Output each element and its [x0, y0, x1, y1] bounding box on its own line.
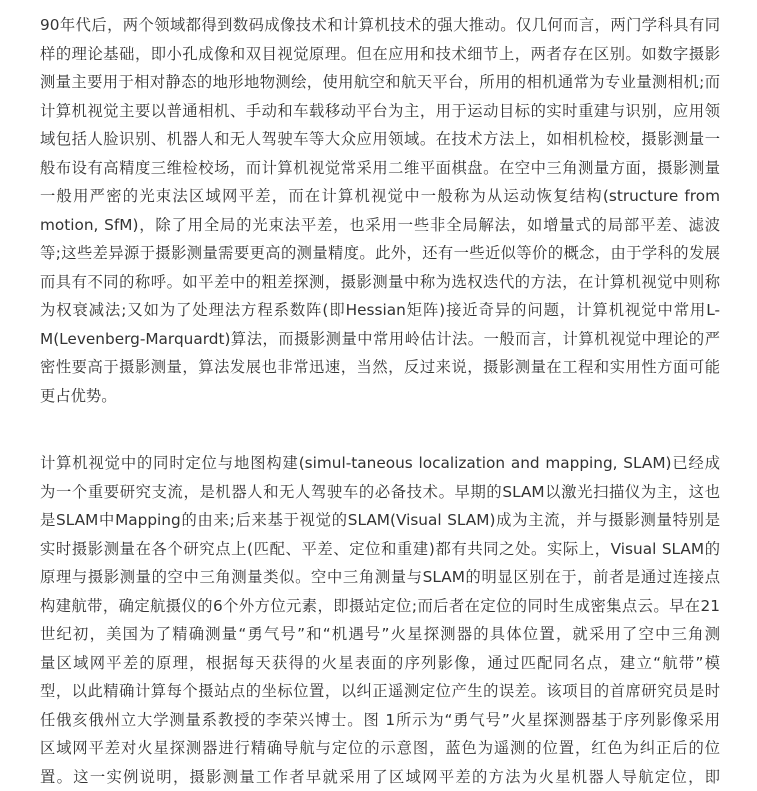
text-line: 区域网平差对火星探测器进行精确导航与定位的示意图，蓝色为遥测的位置，红色为纠正后的位: [40, 734, 720, 763]
text-line: motion, SfM)，除了用全局的光束法平差，也采用一些非全局解法，如增量式的局部平差、滤波: [40, 211, 720, 240]
text-line: 样的理论基础，即小孔成像和双目视觉原理。但在应用和技术细节上，两者存在区别。如数字摄影: [40, 40, 720, 69]
text-line: 测量主要用于相对静态的地形地物测绘，使用航空和航天平台，所用的相机通常为专业量测相机;而: [40, 68, 720, 97]
text-line: 量区域网平差的原理，根据每天获得的火星表面的序列影像，通过匹配同名点，建立“航带”模: [40, 649, 720, 678]
text-line: 计算机视觉中的同时定位与地图构建(simul-taneous localization and mapping, SLAM)已经成: [40, 449, 720, 478]
article-body: [40, 11, 720, 791]
text-line: 型，以此精确计算每个摄站点的坐标位置，以纠正遥测定位产生的误差。该项目的首席研究员是时: [40, 677, 720, 706]
text-line: 构建航带，确定航摄仪的6个外方位元素，即摄站定位;而后者在定位的同时生成密集点云。早在21: [40, 592, 720, 621]
text-line: 90年代后，两个领域都得到数码成像技术和计算机技术的强大推动。仅几何而言，两门学科具有同: [40, 11, 720, 40]
paragraph-2: [40, 449, 720, 791]
paragraph-1: [40, 11, 720, 410]
text-line: 是SLAM中Mapping的由来;后来基于视觉的SLAM(Visual SLAM)成为主流，并与摄影测量特别是: [40, 506, 720, 535]
text-line: 实时摄影测量在各个研究点上(匹配、平差、定位和重建)都有共同之处。实际上，Visual SLAM的: [40, 535, 720, 564]
text-line: M(Levenberg-Marquardt)算法，而摄影测量中常用岭估计法。一般而言，计算机视觉中理论的严: [40, 325, 720, 354]
text-line: 一般用严密的光束法区域网平差，而在计算机视觉中一般称为从运动恢复结构(structure from: [40, 182, 720, 211]
text-line: 而具有不同的称呼。如平差中的粗差探测，摄影测量中称为选权迭代的方法，在计算机视觉中则称: [40, 268, 720, 297]
paragraph-gap: [40, 410, 720, 449]
text-line: 密性要高于摄影测量，算法发展也非常迅速，当然，反过来说，摄影测量在工程和实用性方面可能: [40, 353, 720, 382]
text-line: 任俄亥俄州立大学测量系教授的李荣兴博士。图 1所示为“勇气号”火星探测器基于序列影像采用: [40, 706, 720, 735]
text-line: 域包括人脸识别、机器人和无人驾驶车等大众应用领域。在技术方法上，如相机检校，摄影测量一: [40, 125, 720, 154]
text-line: 世纪初，美国为了精确测量“勇气号”和“机遇号”火星探测器的具体位置，就采用了空中三角测: [40, 620, 720, 649]
text-line: 般布设有高精度三维检校场，而计算机视觉常采用二维平面棋盘。在空中三角测量方面，摄影测量: [40, 154, 720, 183]
text-line: 置。这一实例说明，摄影测量工作者早就采用了区域网平差的方法为火星机器人导航定位，即: [40, 763, 720, 791]
text-line: 为一个重要研究支流，是机器人和无人驾驶车的必备技术。早期的SLAM以激光扫描仪为主，这也: [40, 478, 720, 507]
text-line: 更占优势。: [40, 382, 720, 411]
text-line: 等;这些差异源于摄影测量需要更高的测量精度。此外，还有一些近似等价的概念，由于学科的发展: [40, 239, 720, 268]
text-line: 为权衰减法;又如为了处理法方程系数阵(即Hessian矩阵)接近奇异的问题，计算机视觉中常用L-: [40, 296, 720, 325]
text-line: 计算机视觉主要以普通相机、手动和车载移动平台为主，用于运动目标的实时重建与识别，应用领: [40, 97, 720, 126]
text-line: 原理与摄影测量的空中三角测量类似。空中三角测量与SLAM的明显区别在于，前者是通过连接点: [40, 563, 720, 592]
